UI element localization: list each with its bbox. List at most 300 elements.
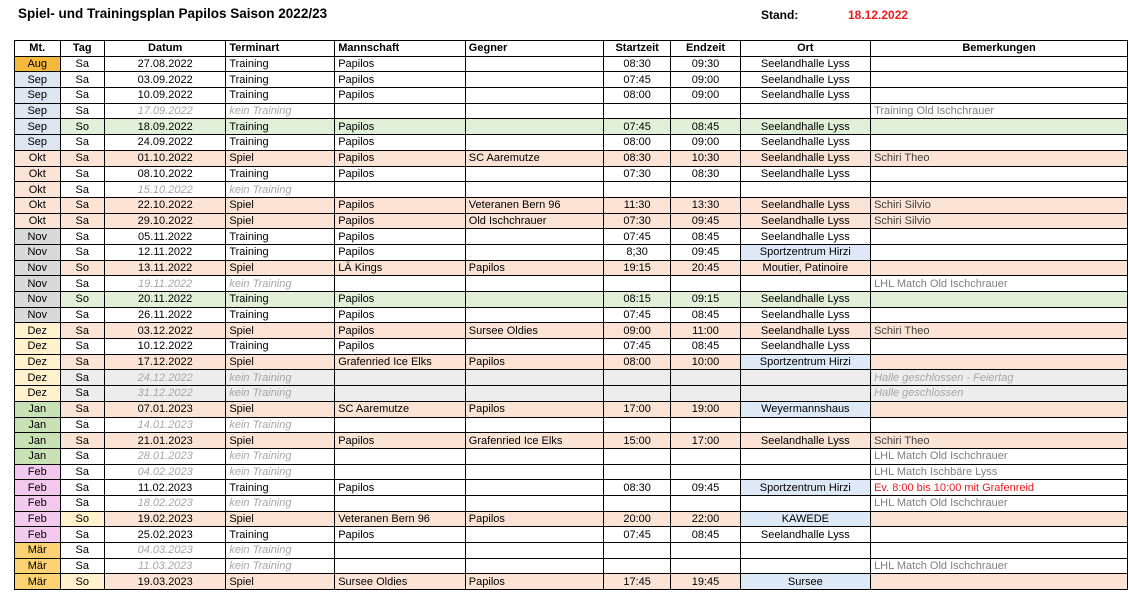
table-row [15,119,1128,135]
month-cell: Dez [15,323,61,339]
table-row [15,354,1128,370]
table-row [15,448,1128,464]
start-time-cell [603,276,671,292]
date-cell: 04.03.2023 [105,543,226,559]
type-cell: kein Training [226,543,335,559]
end-time-cell [671,386,740,402]
opponent-cell: Papilos [465,401,603,417]
opponent-cell [465,72,603,88]
type-cell: kein Training [226,495,335,511]
day-cell: Sa [60,433,105,449]
start-time-cell: 8;30 [603,244,671,260]
type-cell: kein Training [226,448,335,464]
month-cell: Jan [15,433,61,449]
end-time-cell: 10:00 [671,354,740,370]
location-cell: Seelandhalle Lyss [740,323,870,339]
remarks-cell: LHL Match Old Ischchrauer [871,495,1128,511]
table-row [15,370,1128,386]
month-cell: Sep [15,119,61,135]
team-cell [335,448,466,464]
table-row [15,495,1128,511]
month-cell: Sep [15,103,61,119]
opponent-cell [465,370,603,386]
month-cell: Okt [15,150,61,166]
date-cell: 05.11.2022 [105,229,226,245]
day-cell: Sa [60,197,105,213]
day-cell: Sa [60,244,105,260]
location-cell: Sportzentrum Hirzi [740,354,870,370]
start-time-cell: 07:45 [603,527,671,543]
location-cell [740,558,870,574]
opponent-cell [465,229,603,245]
team-cell: Papilos [335,229,466,245]
team-cell: Papilos [335,433,466,449]
start-time-cell: 09:00 [603,323,671,339]
start-time-cell [603,386,671,402]
start-time-cell: 08:00 [603,88,671,104]
day-cell: Sa [60,72,105,88]
month-cell: Feb [15,480,61,496]
end-time-cell [671,543,740,559]
day-cell: Sa [60,386,105,402]
opponent-cell [465,103,603,119]
day-cell: Sa [60,464,105,480]
team-cell [335,276,466,292]
remarks-cell: LHL Match Ischbäre Lyss [871,464,1128,480]
type-cell: Training [226,292,335,308]
table-row [15,464,1128,480]
date-cell: 21.01.2023 [105,433,226,449]
location-cell [740,495,870,511]
start-time-cell: 15:00 [603,433,671,449]
table-row [15,574,1128,590]
type-cell: Training [226,56,335,72]
team-cell: SC Aaremutze [335,401,466,417]
location-cell: Seelandhalle Lyss [740,166,870,182]
opponent-cell [465,417,603,433]
end-time-cell [671,495,740,511]
day-cell: So [60,574,105,590]
stand-date: 18.12.2022 [848,8,909,22]
team-cell: Grafenried Ice Elks [335,354,466,370]
start-time-cell [603,103,671,119]
end-time-cell [671,370,740,386]
table-row [15,150,1128,166]
date-cell: 18.09.2022 [105,119,226,135]
day-cell: Sa [60,166,105,182]
header-type: Terminart [226,41,335,57]
remarks-cell [871,166,1128,182]
table-row [15,229,1128,245]
date-cell: 20.11.2022 [105,292,226,308]
location-cell: Seelandhalle Lyss [740,197,870,213]
month-cell: Nov [15,292,61,308]
team-cell: Papilos [335,292,466,308]
table-row [15,72,1128,88]
end-time-cell: 09:30 [671,56,740,72]
remarks-cell: Halle geschlossen - Feiertag [871,370,1128,386]
type-cell: kein Training [226,558,335,574]
start-time-cell: 19:15 [603,260,671,276]
end-time-cell: 11:00 [671,323,740,339]
table-row [15,244,1128,260]
end-time-cell: 09:00 [671,88,740,104]
date-cell: 26.11.2022 [105,307,226,323]
date-cell: 17.09.2022 [105,103,226,119]
month-cell: Sep [15,135,61,151]
start-time-cell: 20:00 [603,511,671,527]
end-time-cell: 09:45 [671,213,740,229]
date-cell: 03.09.2022 [105,72,226,88]
type-cell: Spiel [226,433,335,449]
day-cell: So [60,511,105,527]
end-time-cell: 09:45 [671,480,740,496]
start-time-cell: 08:00 [603,354,671,370]
remarks-cell: LHL Match Old Ischchrauer [871,448,1128,464]
month-cell: Nov [15,244,61,260]
table-row [15,323,1128,339]
team-cell: Papilos [335,56,466,72]
team-cell: Papilos [335,150,466,166]
team-cell: Veteranen Bern 96 [335,511,466,527]
location-cell: Seelandhalle Lyss [740,527,870,543]
location-cell: Sportzentrum Hirzi [740,480,870,496]
type-cell: Training [226,244,335,260]
header-opponent: Gegner [465,41,603,57]
opponent-cell [465,495,603,511]
location-cell [740,464,870,480]
table-row [15,88,1128,104]
type-cell: Spiel [226,323,335,339]
table-row [15,339,1128,355]
start-time-cell: 17:00 [603,401,671,417]
date-cell: 12.11.2022 [105,244,226,260]
location-cell: Seelandhalle Lyss [740,119,870,135]
type-cell: Training [226,135,335,151]
type-cell: kein Training [226,386,335,402]
start-time-cell: 11:30 [603,197,671,213]
type-cell: Spiel [226,511,335,527]
opponent-cell [465,527,603,543]
start-time-cell [603,495,671,511]
remarks-cell [871,135,1128,151]
start-time-cell [603,558,671,574]
month-cell: Nov [15,307,61,323]
date-cell: 18.02.2023 [105,495,226,511]
opponent-cell [465,56,603,72]
month-cell: Dez [15,339,61,355]
remarks-cell: Training Old Ischchrauer [871,103,1128,119]
end-time-cell: 19:00 [671,401,740,417]
remarks-cell: LHL Match Old Ischchrauer [871,276,1128,292]
end-time-cell [671,417,740,433]
day-cell: Sa [60,527,105,543]
remarks-cell: Schiri Theo [871,433,1128,449]
month-cell: Mär [15,543,61,559]
opponent-cell: Papilos [465,354,603,370]
remarks-cell [871,401,1128,417]
day-cell: Sa [60,229,105,245]
type-cell: Training [226,88,335,104]
start-time-cell: 07:45 [603,119,671,135]
end-time-cell: 09:45 [671,244,740,260]
day-cell: Sa [60,56,105,72]
location-cell: Seelandhalle Lyss [740,433,870,449]
end-time-cell: 08:45 [671,229,740,245]
table-row [15,480,1128,496]
date-cell: 22.10.2022 [105,197,226,213]
location-cell: Weyermannshaus [740,401,870,417]
date-cell: 24.12.2022 [105,370,226,386]
month-cell: Nov [15,260,61,276]
opponent-cell [465,244,603,260]
day-cell: Sa [60,103,105,119]
date-cell: 08.10.2022 [105,166,226,182]
start-time-cell: 08:30 [603,150,671,166]
end-time-cell: 13:30 [671,197,740,213]
date-cell: 11.03.2023 [105,558,226,574]
opponent-cell [465,543,603,559]
start-time-cell: 07:45 [603,339,671,355]
team-cell: Sursee Oldies [335,574,466,590]
day-cell: Sa [60,135,105,151]
team-cell [335,370,466,386]
team-cell: LÄ Kings [335,260,466,276]
end-time-cell [671,448,740,464]
header-location: Ort [740,41,870,57]
month-cell: Jan [15,401,61,417]
team-cell: Papilos [335,166,466,182]
opponent-cell: Papilos [465,511,603,527]
team-cell [335,543,466,559]
start-time-cell [603,543,671,559]
start-time-cell: 07:45 [603,229,671,245]
opponent-cell [465,448,603,464]
month-cell: Dez [15,386,61,402]
start-time-cell [603,448,671,464]
stand-label: Stand: [761,8,799,22]
opponent-cell [465,135,603,151]
type-cell: Spiel [226,213,335,229]
end-time-cell: 17:00 [671,433,740,449]
header-row [15,41,1128,57]
day-cell: Sa [60,354,105,370]
start-time-cell: 08:15 [603,292,671,308]
type-cell: kein Training [226,464,335,480]
start-time-cell: 07:30 [603,213,671,229]
table-row [15,527,1128,543]
table-row [15,276,1128,292]
opponent-cell: Papilos [465,574,603,590]
location-cell [740,276,870,292]
date-cell: 10.09.2022 [105,88,226,104]
opponent-cell [465,339,603,355]
remarks-cell: Schiri Theo [871,150,1128,166]
table-row [15,558,1128,574]
location-cell: Sursee [740,574,870,590]
remarks-cell [871,88,1128,104]
month-cell: Mär [15,574,61,590]
end-time-cell: 08:45 [671,307,740,323]
location-cell [740,103,870,119]
type-cell: kein Training [226,370,335,386]
opponent-cell: Old Ischchrauer [465,213,603,229]
day-cell: Sa [60,543,105,559]
date-cell: 27.08.2022 [105,56,226,72]
remarks-cell [871,244,1128,260]
team-cell [335,558,466,574]
remarks-cell: Ev. 8:00 bis 10:00 mit Grafenreid [871,480,1128,496]
team-cell [335,495,466,511]
day-cell: So [60,119,105,135]
remarks-cell [871,56,1128,72]
end-time-cell [671,276,740,292]
end-time-cell [671,558,740,574]
end-time-cell: 08:45 [671,119,740,135]
schedule-body [15,56,1128,589]
type-cell: Training [226,527,335,543]
remarks-cell [871,354,1128,370]
table-row [15,433,1128,449]
opponent-cell [465,558,603,574]
table-row [15,543,1128,559]
location-cell: KAWEDE [740,511,870,527]
location-cell [740,370,870,386]
type-cell: Training [226,339,335,355]
table-row [15,401,1128,417]
table-row [15,166,1128,182]
month-cell: Dez [15,354,61,370]
team-cell: Papilos [335,135,466,151]
end-time-cell: 08:45 [671,527,740,543]
month-cell: Nov [15,276,61,292]
schedule-table [14,40,1128,590]
month-cell: Sep [15,72,61,88]
opponent-cell [465,276,603,292]
month-cell: Okt [15,213,61,229]
team-cell [335,386,466,402]
day-cell: Sa [60,307,105,323]
opponent-cell: Grafenried Ice Elks [465,433,603,449]
end-time-cell: 09:00 [671,135,740,151]
team-cell: Papilos [335,527,466,543]
table-row [15,197,1128,213]
start-time-cell: 07:45 [603,307,671,323]
header-team: Mannschaft [335,41,466,57]
team-cell: Papilos [335,88,466,104]
location-cell: Seelandhalle Lyss [740,229,870,245]
location-cell: Seelandhalle Lyss [740,150,870,166]
location-cell [740,543,870,559]
location-cell [740,182,870,198]
type-cell: Spiel [226,401,335,417]
month-cell: Jan [15,417,61,433]
day-cell: Sa [60,448,105,464]
day-cell: Sa [60,182,105,198]
date-cell: 19.03.2023 [105,574,226,590]
month-cell: Okt [15,166,61,182]
team-cell: Papilos [335,307,466,323]
type-cell: Training [226,166,335,182]
day-cell: Sa [60,150,105,166]
remarks-cell [871,119,1128,135]
start-time-cell: 08:30 [603,56,671,72]
month-cell: Aug [15,56,61,72]
date-cell: 28.01.2023 [105,448,226,464]
month-cell: Feb [15,511,61,527]
location-cell [740,448,870,464]
location-cell: Moutier, Patinoire [740,260,870,276]
team-cell: Papilos [335,480,466,496]
page-title: Spiel- und Trainingsplan Papilos Saison 2022/23 [18,6,328,21]
date-cell: 31.12.2022 [105,386,226,402]
month-cell: Feb [15,495,61,511]
date-cell: 29.10.2022 [105,213,226,229]
remarks-cell [871,543,1128,559]
month-cell: Feb [15,464,61,480]
type-cell: Spiel [226,354,335,370]
team-cell: Papilos [335,339,466,355]
remarks-cell: Schiri Silvio [871,213,1128,229]
start-time-cell: 07:30 [603,166,671,182]
header-start: Startzeit [603,41,671,57]
type-cell: Spiel [226,150,335,166]
opponent-cell [465,292,603,308]
date-cell: 15.10.2022 [105,182,226,198]
location-cell: Seelandhalle Lyss [740,307,870,323]
team-cell [335,103,466,119]
start-time-cell: 08:30 [603,480,671,496]
type-cell: Spiel [226,574,335,590]
day-cell: Sa [60,339,105,355]
day-cell: So [60,292,105,308]
end-time-cell: 09:00 [671,72,740,88]
opponent-cell [465,307,603,323]
team-cell: Papilos [335,213,466,229]
remarks-cell [871,417,1128,433]
start-time-cell [603,182,671,198]
remarks-cell [871,339,1128,355]
remarks-cell [871,292,1128,308]
table-row [15,182,1128,198]
start-time-cell: 17:45 [603,574,671,590]
team-cell [335,417,466,433]
end-time-cell: 20:45 [671,260,740,276]
location-cell: Seelandhalle Lyss [740,213,870,229]
table-row [15,386,1128,402]
day-cell: Sa [60,401,105,417]
type-cell: kein Training [226,417,335,433]
type-cell: Spiel [226,197,335,213]
end-time-cell: 10:30 [671,150,740,166]
team-cell: Papilos [335,197,466,213]
day-cell: Sa [60,417,105,433]
header-remarks: Bemerkungen [871,41,1128,57]
table-row [15,417,1128,433]
remarks-cell: Schiri Silvio [871,197,1128,213]
end-time-cell: 22:00 [671,511,740,527]
type-cell: kein Training [226,103,335,119]
date-cell: 19.02.2023 [105,511,226,527]
remarks-cell [871,260,1128,276]
day-cell: Sa [60,323,105,339]
month-cell: Okt [15,182,61,198]
date-cell: 19.11.2022 [105,276,226,292]
remarks-cell [871,511,1128,527]
header-day: Tag [60,41,105,57]
remarks-cell [871,229,1128,245]
table-row [15,135,1128,151]
